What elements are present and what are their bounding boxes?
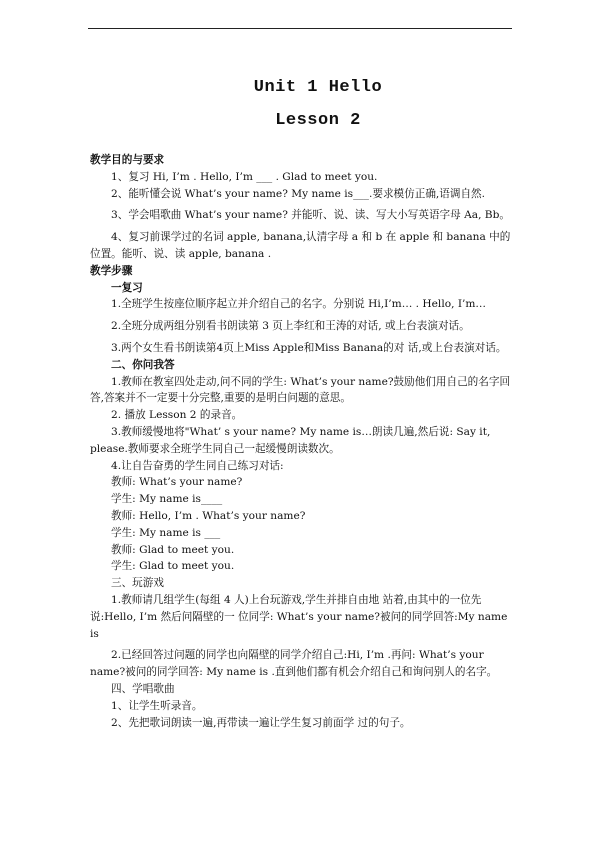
song-heading: 四、学唱歌曲 (111, 682, 175, 695)
lesson-title: Lesson 2 (275, 111, 361, 130)
review-2: 2.全班分成两组分别看书朗读第 3 页上李红和王涛的对话, 或上台表演对话。 (111, 320, 470, 333)
song-2: 2、先把歌词朗读一遍,再带读一遍让学生复习前面学 过的句子。 (111, 716, 411, 729)
qa-heading: 二、你问我答 (111, 358, 175, 371)
qa-2: 2. 播放 Lesson 2 的录音。 (111, 409, 243, 422)
objective-4: 4、复习前课学过的名词 apple, banana,认清字母 a 和 b 在 apple 和 banana 中的位置。能听、说、读 apple, banana . (90, 231, 511, 260)
qa-1: 1.教师在教室四处走动,问不同的学生: What’s your name?鼓励他们用自己的名字回答,答案并不一定要十分完整,重要的是明白问题的意思。 (90, 375, 511, 405)
dialogue-line: 学生: My name is ___ (111, 526, 221, 539)
unit-title: Unit 1 Hello (253, 78, 383, 97)
game-heading: 三、玩游戏 (111, 577, 164, 590)
objectives-heading: 教学目的与要求 (90, 154, 165, 166)
dialogue-line: 教师: Glad to meet you. (111, 543, 235, 556)
objective-2: 2、能听懂会说 What’s your name? My name is___.要求模仿正确,语调自然. (111, 187, 486, 200)
review-1: 1.全班学生按座位顺序起立并介绍自己的名字。分别说 Hi,I’m… . Hello, I’m… (111, 298, 487, 311)
dialogue-line: 学生: My name is____ (111, 493, 223, 506)
qa-3: 3.教师缓慢地将"What’ s your name? My name is…朗读几遍,然后说: Say it, please.教师要求全班学生同自己一起缓慢朗读数次。 (90, 425, 491, 455)
song-1: 1、让学生听录音。 (111, 699, 203, 712)
dialogue-line: 教师: What’s your name? (111, 476, 243, 489)
dialogue-line: 学生: Glad to meet you. (111, 560, 235, 573)
game-1: 1.教师请几组学生(每组 4 人)上台玩游戏,学生并排自由地 站着,由其中的一位先说:Hello, I’m 然后问隔壁的一 位同学: What’s your name?被问的同学回答:My name is (90, 593, 508, 640)
steps-heading: 教学步骤 (90, 264, 133, 277)
review-heading: 一复习 (111, 281, 143, 294)
objective-3: 3、学会唱歌曲 What’s your name? 并能听、说、读、写大小写英语字母 Aa, Bb。 (111, 209, 510, 222)
dialogue-line: 教师: Hello, I’m . What’s your name? (111, 509, 306, 522)
top-rule (88, 28, 512, 29)
document-body (90, 152, 514, 731)
review-3: 3.两个女生看书朗读第4页上Miss Apple和Miss Banana的对 话,或上台表演对话。 (111, 341, 507, 354)
game-2: 2.已经回答过问题的同学也向隔壁的同学介绍自己:Hi, I’m .再问: What’s your name?被问的同学回答: My name is .直到他们都有机会介绍自己和询问别人的名字。 (90, 649, 498, 679)
objective-1: 1、复习 Hi, I’m . Hello, I’m ___ . Glad to meet you. (111, 170, 378, 183)
qa-4: 4.让自告奋勇的学生同自己练习对话: (111, 459, 284, 472)
